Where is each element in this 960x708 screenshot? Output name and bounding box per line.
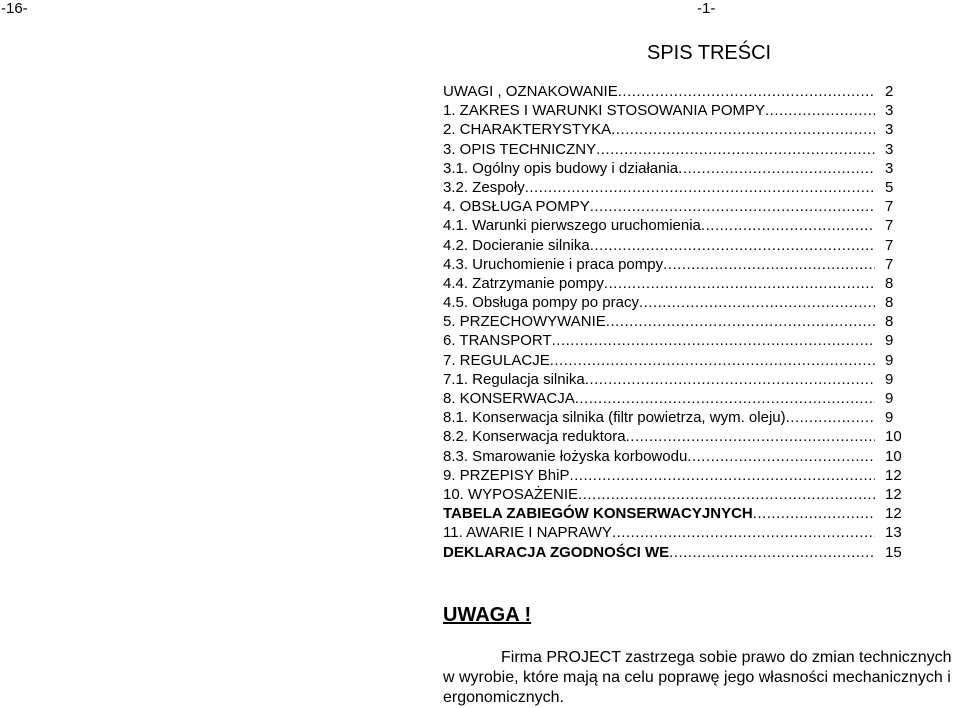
toc-leader-dots: [525, 178, 875, 197]
toc-leader-dots: [618, 82, 875, 101]
toc-leader-dots: [596, 140, 875, 159]
toc-entry[interactable]: [443, 236, 915, 255]
toc-leader-dots: [585, 370, 875, 389]
toc-entry[interactable]: [443, 447, 915, 466]
toc-leader-dots: [639, 293, 875, 312]
toc-leader-dots: [604, 274, 875, 293]
toc-entry-page: 3: [885, 102, 894, 120]
toc-entry-page: 7: [885, 198, 894, 216]
toc-entry-title: 4.4. Zatrzymanie pompy: [443, 274, 604, 292]
toc-leader-dots: [765, 101, 875, 120]
toc-entry-page: 8: [885, 294, 894, 312]
toc-entry[interactable]: [443, 255, 915, 274]
toc-leader-dots: [550, 351, 875, 370]
toc-entry[interactable]: [443, 312, 915, 331]
toc-entry-title: TABELA ZABIEGÓW KONSERWACYJNYCH: [443, 505, 753, 523]
toc-entry-page: 9: [885, 390, 894, 407]
page-number-left: -16-: [1, 0, 28, 17]
toc-entry-page: 8: [885, 313, 894, 331]
toc-leader-dots: [669, 543, 875, 562]
toc-entry[interactable]: [443, 408, 915, 427]
toc-leader-dots: [552, 331, 875, 350]
toc-entry-page: 12: [885, 485, 902, 503]
toc-entry-title: 6. TRANSPORT: [443, 332, 552, 350]
toc-entry-title: 3.1. Ogólny opis budowy i działania: [443, 159, 679, 177]
toc-entry[interactable]: [443, 178, 915, 197]
toc-leader-dots: [753, 504, 875, 523]
toc-entry-page: 9: [885, 351, 894, 369]
toc-entry-title: 7.1. Regulacja silnika: [443, 370, 585, 388]
toc-entry[interactable]: [443, 140, 915, 159]
toc-entry-title: 3.2. Zespoły: [443, 178, 525, 196]
toc-entry[interactable]: [443, 543, 915, 562]
toc-entry-page: 9: [885, 370, 894, 388]
toc-entry-page: 12: [885, 505, 902, 523]
toc-entry-title: 4.3. Uruchomienie i praca pompy: [443, 255, 664, 273]
toc-entry[interactable]: [443, 101, 915, 120]
toc-entry-page: 5: [885, 178, 894, 196]
toc-entry-page: 7: [885, 236, 894, 254]
toc-entry[interactable]: [443, 351, 915, 370]
toc-leader-dots: [687, 447, 875, 466]
toc-leader-dots: [678, 159, 875, 178]
toc-leader-dots: [701, 216, 875, 235]
toc-leader-dots: [611, 120, 875, 139]
toc-entry-title: 7. REGULACJE: [443, 351, 550, 369]
toc-entry[interactable]: [443, 293, 915, 312]
toc-entry[interactable]: [443, 504, 915, 523]
toc-entry-page: 8: [885, 274, 894, 292]
toc-entry-page: 7: [885, 217, 894, 235]
notice-text: Firma PROJECT zastrzega sobie prawo do zmian technicznych w wyrobie, które mają na celu poprawę jego własności mechanicznych i ergonomicznych.: [443, 649, 952, 706]
toc-entry-title: 8. KONSERWACJA: [443, 390, 575, 407]
toc-entry-page: 15: [885, 543, 902, 561]
toc-entry-page: 13: [885, 524, 902, 542]
toc-entry-title: 5. PRZECHOWYWANIE: [443, 313, 606, 331]
toc-entry-title: 11. AWARIE I NAPRAWY: [443, 524, 612, 542]
toc-entry[interactable]: [443, 120, 915, 139]
toc-entry-title: 4.1. Warunki pierwszego uruchomienia: [443, 217, 701, 235]
toc-leader-dots: [569, 466, 875, 485]
toc-entry-title: 4. OBSŁUGA POMPY: [443, 198, 590, 216]
toc-entry-page: 9: [885, 332, 894, 350]
page-title: SPIS TREŚCI: [647, 42, 772, 64]
toc-entry-page: 7: [885, 255, 894, 273]
notice-heading: UWAGA !: [443, 604, 532, 626]
toc-entry-title: 4.5. Obsługa pompy po pracy: [443, 294, 639, 312]
table-of-contents: [443, 82, 915, 562]
toc-entry-page: 9: [885, 409, 894, 427]
toc-entry-page: 10: [885, 428, 902, 446]
toc-entry[interactable]: [443, 274, 915, 293]
toc-entry-page: 3: [885, 140, 894, 158]
toc-leader-dots: [575, 389, 875, 408]
toc-entry-title: 8.3. Smarowanie łożyska korbowodu: [443, 447, 688, 465]
toc-entry-title: 8.2. Konserwacja reduktora: [443, 428, 626, 446]
toc-entry[interactable]: [443, 485, 915, 504]
toc-entry[interactable]: [443, 216, 915, 235]
toc-entry-title: 10. WYPOSAŻENIE: [443, 485, 579, 503]
toc-entry[interactable]: [443, 427, 915, 446]
toc-leader-dots: [590, 197, 875, 216]
toc-entry[interactable]: [443, 82, 915, 101]
toc-leader-dots: [612, 523, 875, 542]
toc-entry[interactable]: [443, 370, 915, 389]
toc-leader-dots: [626, 427, 875, 446]
toc-entry-title: 2. CHARAKTERYSTYKA: [443, 121, 612, 139]
toc-entry-title: 9. PRZEPISY BhiP: [443, 466, 570, 484]
toc-entry-page: 3: [885, 159, 894, 177]
toc-entry-title: 8.1. Konserwacja silnika (filtr powietrza, wym. oleju): [443, 409, 786, 427]
toc-entry[interactable]: [443, 159, 915, 178]
toc-leader-dots: [606, 312, 875, 331]
toc-entry-page: 12: [885, 466, 902, 484]
toc-entry-title: DEKLARACJA ZGODNOŚCI WE: [443, 543, 670, 561]
toc-entry-title: 4.2. Docieranie silnika: [443, 236, 590, 254]
toc-leader-dots: [578, 485, 875, 504]
toc-entry-page: 2: [885, 83, 894, 100]
toc-entry[interactable]: [443, 466, 915, 485]
toc-leader-dots: [786, 408, 875, 427]
toc-entry-title: UWAGI , OZNAKOWANIE: [443, 83, 618, 100]
toc-leader-dots: [663, 255, 875, 274]
page-number-right: -1-: [697, 0, 716, 17]
toc-entry-title: 3. OPIS TECHNICZNY: [443, 140, 597, 158]
toc-entry-page: 10: [885, 447, 902, 465]
toc-entry-page: 3: [885, 121, 894, 139]
toc-leader-dots: [590, 236, 875, 255]
toc-entry[interactable]: [443, 523, 915, 542]
toc-entry[interactable]: [443, 389, 915, 408]
toc-entry[interactable]: [443, 331, 915, 350]
toc-entry-title: 1. ZAKRES I WARUNKI STOSOWANIA POMPY: [443, 102, 766, 120]
toc-entry[interactable]: [443, 197, 915, 216]
